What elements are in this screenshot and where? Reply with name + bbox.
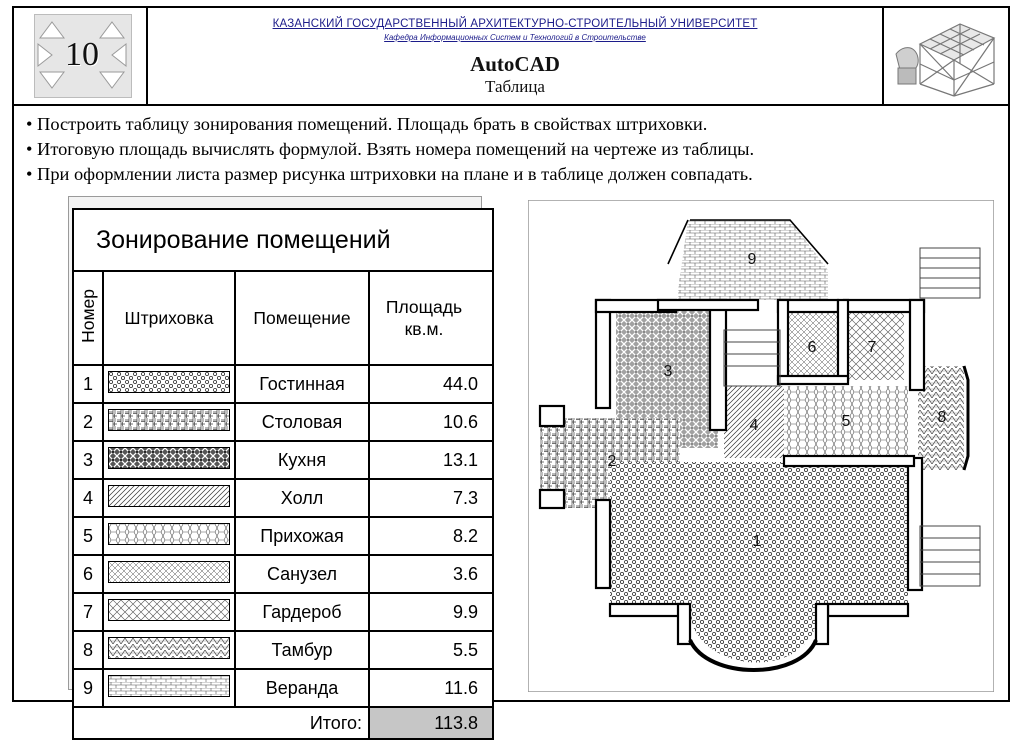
hatch-cell [103, 517, 235, 555]
room-label-6: 6 [807, 339, 817, 356]
room-area: 3.6 [369, 555, 493, 593]
hatch-swatch-icon [108, 523, 230, 545]
hatch-swatch-icon [108, 599, 230, 621]
hatch-swatch-icon [108, 675, 230, 697]
table-caption: Зонирование помещений [73, 209, 493, 271]
hatch-swatch-icon [108, 485, 230, 507]
room-label-5: 5 [841, 413, 851, 430]
room-name: Гардероб [235, 593, 369, 631]
header-number [73, 271, 103, 365]
row-number: 2 [73, 403, 103, 441]
row-number: 4 [73, 479, 103, 517]
row-number: 7 [73, 593, 103, 631]
room-label-3: 3 [663, 363, 673, 380]
room-name: Тамбур [235, 631, 369, 669]
slide-number: 10 [65, 36, 99, 73]
zoning-table [72, 208, 494, 740]
instructions-list [26, 112, 1006, 187]
instruction-item: • Построить таблицу зонирования помещений. Площадь брать в свойствах штриховки. [26, 114, 708, 134]
hatch-swatch-icon [108, 561, 230, 583]
table-row [73, 593, 493, 631]
hatch-swatch-icon [108, 447, 230, 469]
hatch-cell [103, 365, 235, 403]
university-link[interactable]: КАЗАНСКИЙ ГОСУДАРСТВЕННЫЙ АРХИТЕКТУРНО-СТРОИТЕЛЬНЫЙ УНИВЕРСИТЕТ [272, 18, 758, 30]
room-label-8: 8 [937, 409, 947, 426]
room-area: 5.5 [369, 631, 493, 669]
hatch-cell [103, 593, 235, 631]
header-number-label: Номер [78, 288, 98, 343]
table-row [73, 365, 493, 403]
table-row [73, 403, 493, 441]
table-row [73, 631, 493, 669]
room-area: 44.0 [369, 365, 493, 403]
header-area: Площадь кв.м. [369, 271, 493, 365]
table-row [73, 479, 493, 517]
header-hatch: Штриховка [103, 271, 235, 365]
hatch-cell [103, 555, 235, 593]
row-number: 3 [73, 441, 103, 479]
room-area: 7.3 [369, 479, 493, 517]
row-number: 9 [73, 669, 103, 707]
room-name: Кухня [235, 441, 369, 479]
room-area: 10.6 [369, 403, 493, 441]
university-logo-icon [890, 14, 1002, 98]
hatch-cell [103, 669, 235, 707]
table-total-row [73, 707, 493, 739]
room-name: Столовая [235, 403, 369, 441]
room-label-1: 1 [752, 533, 762, 550]
total-value: 113.8 [369, 707, 493, 739]
room-area: 11.6 [369, 669, 493, 707]
hatch-cell [103, 479, 235, 517]
table-row [73, 555, 493, 593]
hatch-cell [103, 441, 235, 479]
room-name: Холл [235, 479, 369, 517]
hatch-swatch-icon [108, 637, 230, 659]
total-label: Итого: [73, 707, 369, 739]
page-title: AutoCAD [470, 52, 560, 76]
room-area: 9.9 [369, 593, 493, 631]
table-row [73, 517, 493, 555]
room-name: Гостинная [235, 365, 369, 403]
row-number: 1 [73, 365, 103, 403]
room-label-9: 9 [747, 251, 757, 268]
room-name: Веранда [235, 669, 369, 707]
table-row [73, 441, 493, 479]
hatch-swatch-icon [108, 409, 230, 431]
page-subtitle: Таблица [485, 77, 545, 96]
header-room: Помещение [235, 271, 369, 365]
room-label-2: 2 [607, 453, 617, 470]
row-number: 5 [73, 517, 103, 555]
hatch-cell [103, 631, 235, 669]
room-name: Санузел [235, 555, 369, 593]
table-row [73, 669, 493, 707]
room-label-4: 4 [749, 417, 759, 434]
room-label-7: 7 [867, 339, 877, 356]
hatch-cell [103, 403, 235, 441]
instruction-item: • При оформлении листа размер рисунка штриховки на плане и в таблице должен совпадать. [26, 164, 753, 184]
floor-plan [528, 200, 994, 692]
room-name: Прихожая [235, 517, 369, 555]
row-number: 8 [73, 631, 103, 669]
room-area: 13.1 [369, 441, 493, 479]
instruction-item: • Итоговую площадь вычислять формулой. Взять номера помещений на чертеже из таблицы. [26, 139, 755, 159]
department-link[interactable]: Кафедра Информационных Систем и Технологий в Строительстве [384, 33, 646, 42]
room-area: 8.2 [369, 517, 493, 555]
row-number: 6 [73, 555, 103, 593]
hatch-swatch-icon [108, 371, 230, 393]
